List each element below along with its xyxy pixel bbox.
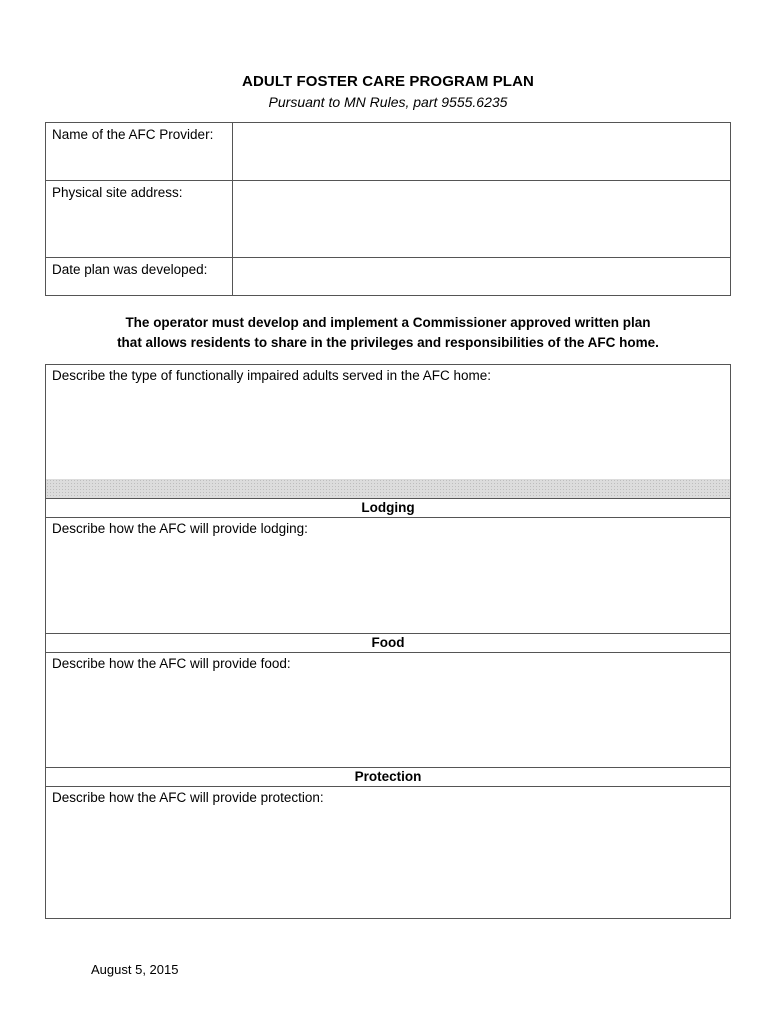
provider-info-table bbox=[45, 122, 731, 296]
shaded-divider bbox=[45, 479, 731, 499]
statement-line-2: that allows residents to share in the privileges and responsibilities of the AFC home. bbox=[117, 335, 659, 350]
provider-row bbox=[46, 123, 730, 181]
food-prompt: Describe how the AFC will provide food: bbox=[52, 656, 291, 671]
lodging-prompt: Describe how the AFC will provide lodging: bbox=[52, 521, 308, 536]
food-box[interactable] bbox=[45, 652, 731, 768]
protection-prompt: Describe how the AFC will provide protection: bbox=[52, 790, 324, 805]
lodging-heading: Lodging bbox=[45, 498, 731, 518]
address-field[interactable] bbox=[233, 181, 730, 257]
footer-date: August 5, 2015 bbox=[91, 962, 179, 977]
form-subtitle: Pursuant to MN Rules, part 9555.6235 bbox=[268, 94, 508, 110]
address-label: Physical site address: bbox=[46, 181, 233, 257]
impaired-adults-box[interactable] bbox=[45, 364, 731, 480]
address-row bbox=[46, 181, 730, 258]
form-title: ADULT FOSTER CARE PROGRAM PLAN bbox=[242, 73, 534, 90]
statement-line-1: The operator must develop and implement a Commissioner approved written plan bbox=[125, 315, 651, 330]
lodging-box[interactable] bbox=[45, 517, 731, 634]
protection-heading: Protection bbox=[45, 767, 731, 787]
date-row bbox=[46, 258, 730, 295]
food-heading: Food bbox=[45, 633, 731, 653]
provider-label: Name of the AFC Provider: bbox=[46, 123, 233, 180]
provider-field[interactable] bbox=[233, 123, 730, 180]
protection-box[interactable] bbox=[45, 786, 731, 919]
date-label: Date plan was developed: bbox=[46, 258, 233, 295]
impaired-adults-prompt: Describe the type of functionally impaired adults served in the AFC home: bbox=[52, 368, 491, 383]
date-field[interactable] bbox=[233, 258, 730, 295]
